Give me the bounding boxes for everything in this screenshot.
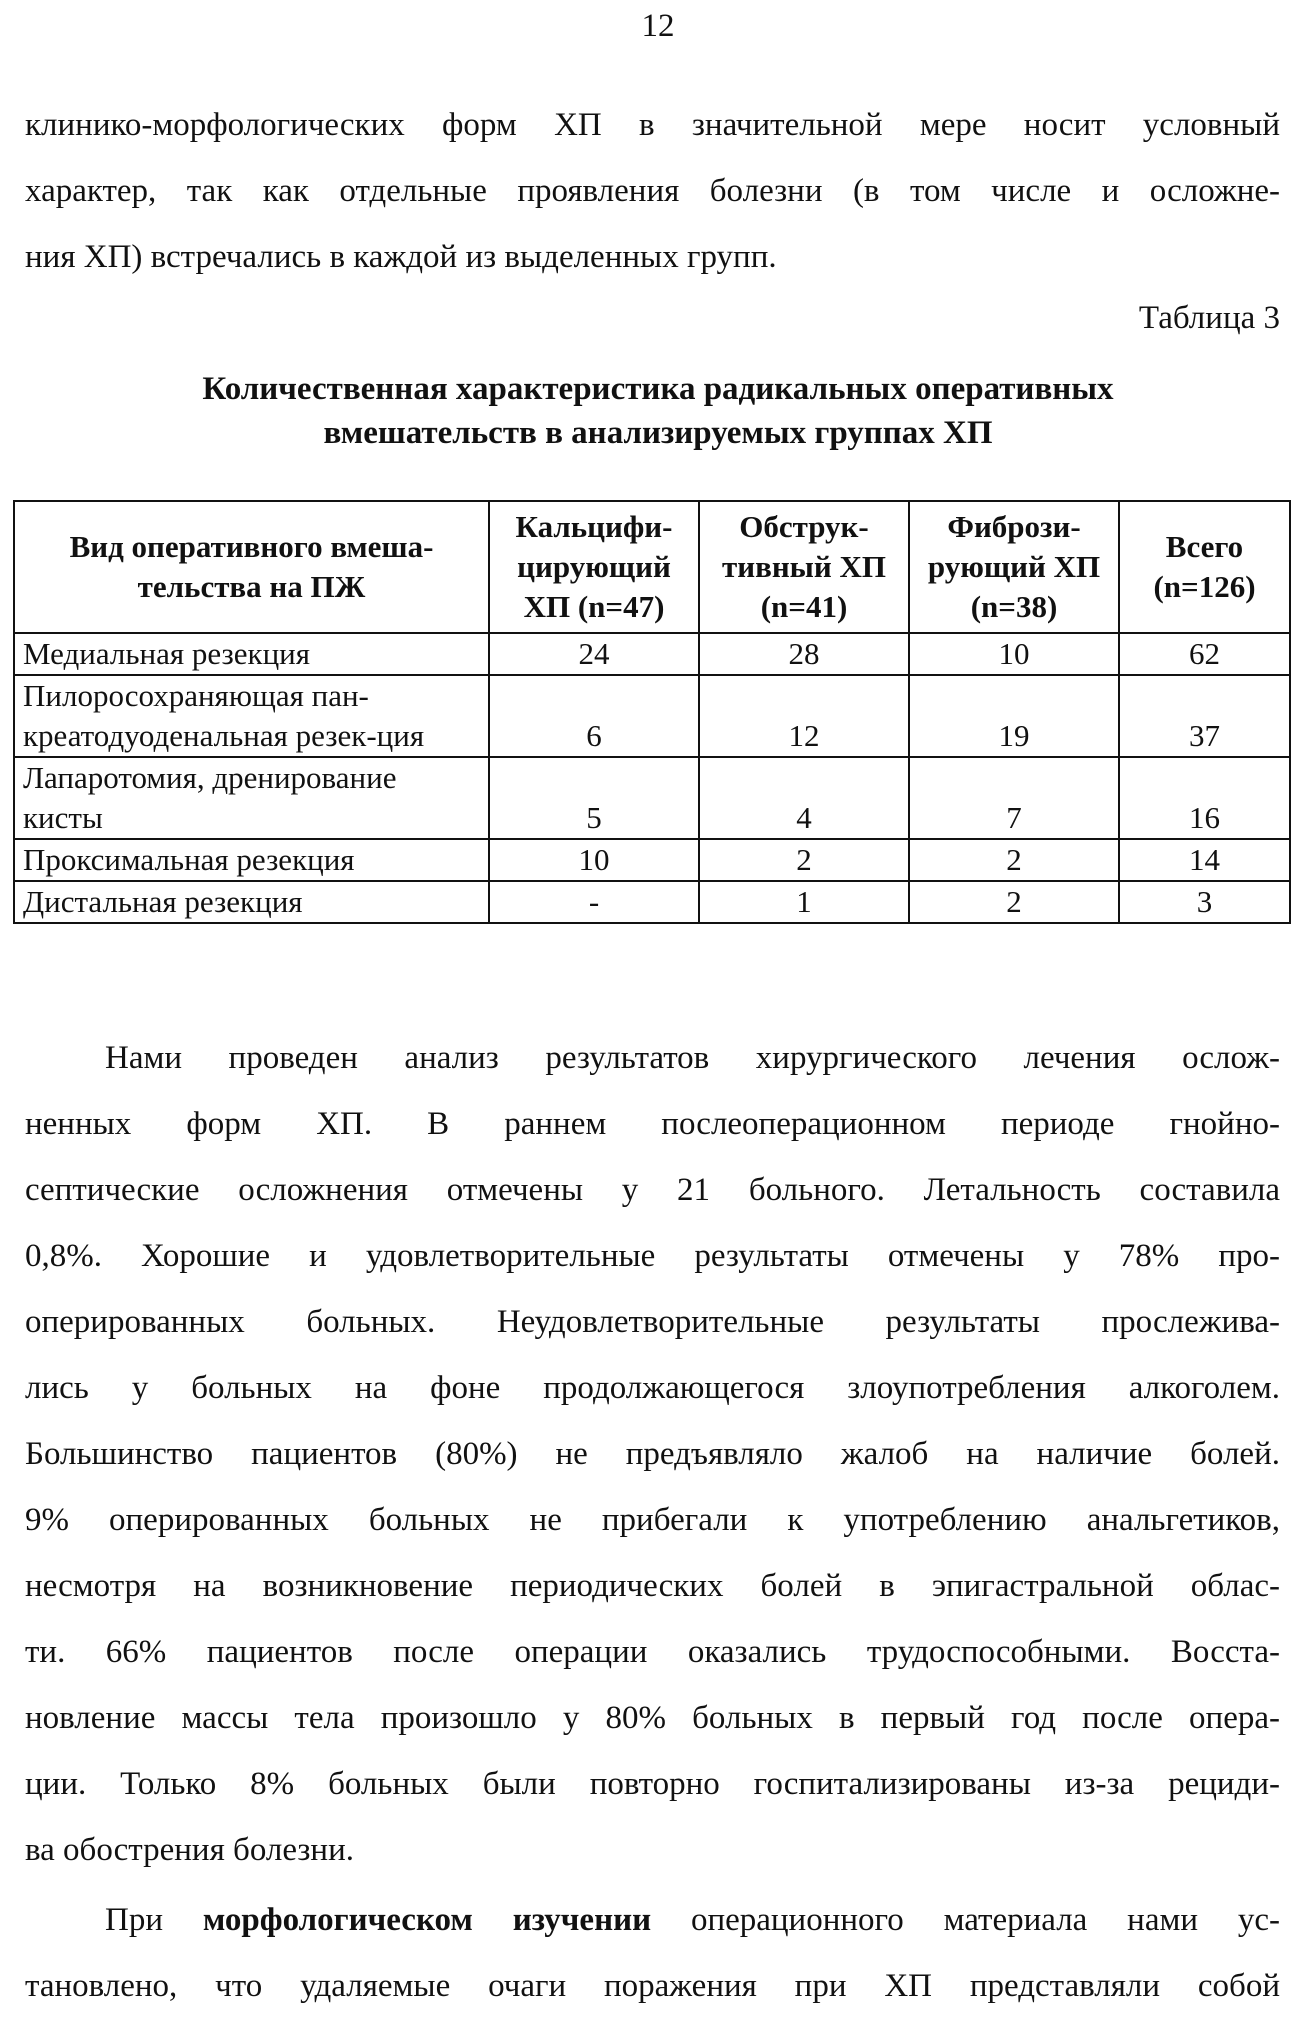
table-row	[14, 633, 1290, 675]
row-name: Проксимальная резекция	[14, 839, 489, 881]
table-cell: 16	[1119, 757, 1290, 839]
column-header: Обструк-тивный ХП (n=41)	[699, 501, 909, 633]
column-header: Фибрози-рующий ХП (n=38)	[909, 501, 1119, 633]
text-line: Нами проведен анализ результатов хирургического лечения ослож-	[105, 1040, 1280, 1076]
table-title-line: вмешательств в анализируемых группах ХП	[323, 415, 993, 451]
text-line: несмотря на возникновение периодических болей в эпигастральной облас-	[25, 1568, 1280, 1604]
table-cell: 6	[489, 675, 699, 757]
table-cell: 2	[909, 881, 1119, 923]
data-table	[13, 500, 1291, 924]
page-number: 12	[641, 8, 675, 44]
table-title	[0, 367, 1316, 455]
intro-paragraph	[25, 92, 1280, 290]
text-line: ции. Только 8% больных были повторно госпитализированы из-за рециди-	[25, 1766, 1280, 1802]
table-cell: 5	[489, 757, 699, 839]
text-line: Большинство пациентов (80%) не предъявляло жалоб на наличие болей.	[25, 1436, 1280, 1472]
text-line: 9% оперированных больных не прибегали к употреблению анальгетиков,	[25, 1502, 1280, 1538]
table-cell: 62	[1119, 633, 1290, 675]
text-line: оперированных больных. Неудовлетворительные результаты прослежива-	[25, 1304, 1280, 1340]
table-row	[14, 839, 1290, 881]
text-line: ти. 66% пациентов после операции оказались трудоспособными. Восста-	[25, 1634, 1280, 1670]
table-row	[14, 675, 1290, 757]
text-line: ния ХП) встречались в каждой из выделенных групп.	[25, 239, 777, 275]
column-header: Вид оперативного вмеша-тельства на ПЖ	[14, 501, 489, 633]
text-line: новление массы тела произошло у 80% больных в первый год после опера-	[25, 1700, 1280, 1736]
table-cell: 14	[1119, 839, 1290, 881]
bold-term: морфологическом изучении	[202, 1902, 652, 1938]
table-label: Таблица 3	[1138, 300, 1280, 336]
row-name: Пилоросохраняющая пан-креатодуоденальная резек-ция	[14, 675, 489, 757]
row-name: Дистальная резекция	[14, 881, 489, 923]
morphology-paragraph	[25, 1887, 1280, 2019]
table-cell: 19	[909, 675, 1119, 757]
column-header: Всего (n=126)	[1119, 501, 1290, 633]
table-title-line: Количественная характеристика радикальных оперативных	[202, 371, 1114, 407]
table-cell: 2	[699, 839, 909, 881]
text-line: лись у больных на фоне продолжающегося злоупотребления алкоголем.	[25, 1370, 1280, 1406]
row-name: Медиальная резекция	[14, 633, 489, 675]
text-fragment: операционного материала нами ус-	[651, 1902, 1280, 1938]
text-line: септические осложнения отмечены у 21 больного. Летальность составила	[25, 1172, 1280, 1208]
table-cell: 1	[699, 881, 909, 923]
table-cell: 3	[1119, 881, 1290, 923]
text-fragment: При	[105, 1902, 203, 1938]
table-cell: 24	[489, 633, 699, 675]
table-cell: 10	[489, 839, 699, 881]
table-cell: 2	[909, 839, 1119, 881]
text-line	[25, 1887, 1280, 1953]
text-line: характер, так как отдельные проявления болезни (в том числе и осложне-	[25, 173, 1280, 209]
table-cell: -	[489, 881, 699, 923]
table-cell: 28	[699, 633, 909, 675]
text-line: клинико-морфологических форм ХП в значительной мере носит условный	[25, 107, 1280, 143]
text-line: тановлено, что удаляемые очаги поражения при ХП представляли собой	[25, 1968, 1280, 2004]
table-cell: 7	[909, 757, 1119, 839]
results-paragraph	[25, 1025, 1280, 1883]
row-name: Лапаротомия, дренирование кисты	[14, 757, 489, 839]
table-header-row	[14, 501, 1290, 633]
table-cell: 12	[699, 675, 909, 757]
column-header: Кальцифи-цирующий ХП (n=47)	[489, 501, 699, 633]
table-cell: 10	[909, 633, 1119, 675]
text-line: ва обострения болезни.	[25, 1832, 355, 1868]
text-line: 0,8%. Хорошие и удовлетворительные результаты отмечены у 78% про-	[25, 1238, 1280, 1274]
table-row	[14, 881, 1290, 923]
table-row	[14, 757, 1290, 839]
table-cell: 37	[1119, 675, 1290, 757]
table-cell: 4	[699, 757, 909, 839]
text-line: ненных форм ХП. В раннем послеоперационном периоде гнойно-	[25, 1106, 1280, 1142]
